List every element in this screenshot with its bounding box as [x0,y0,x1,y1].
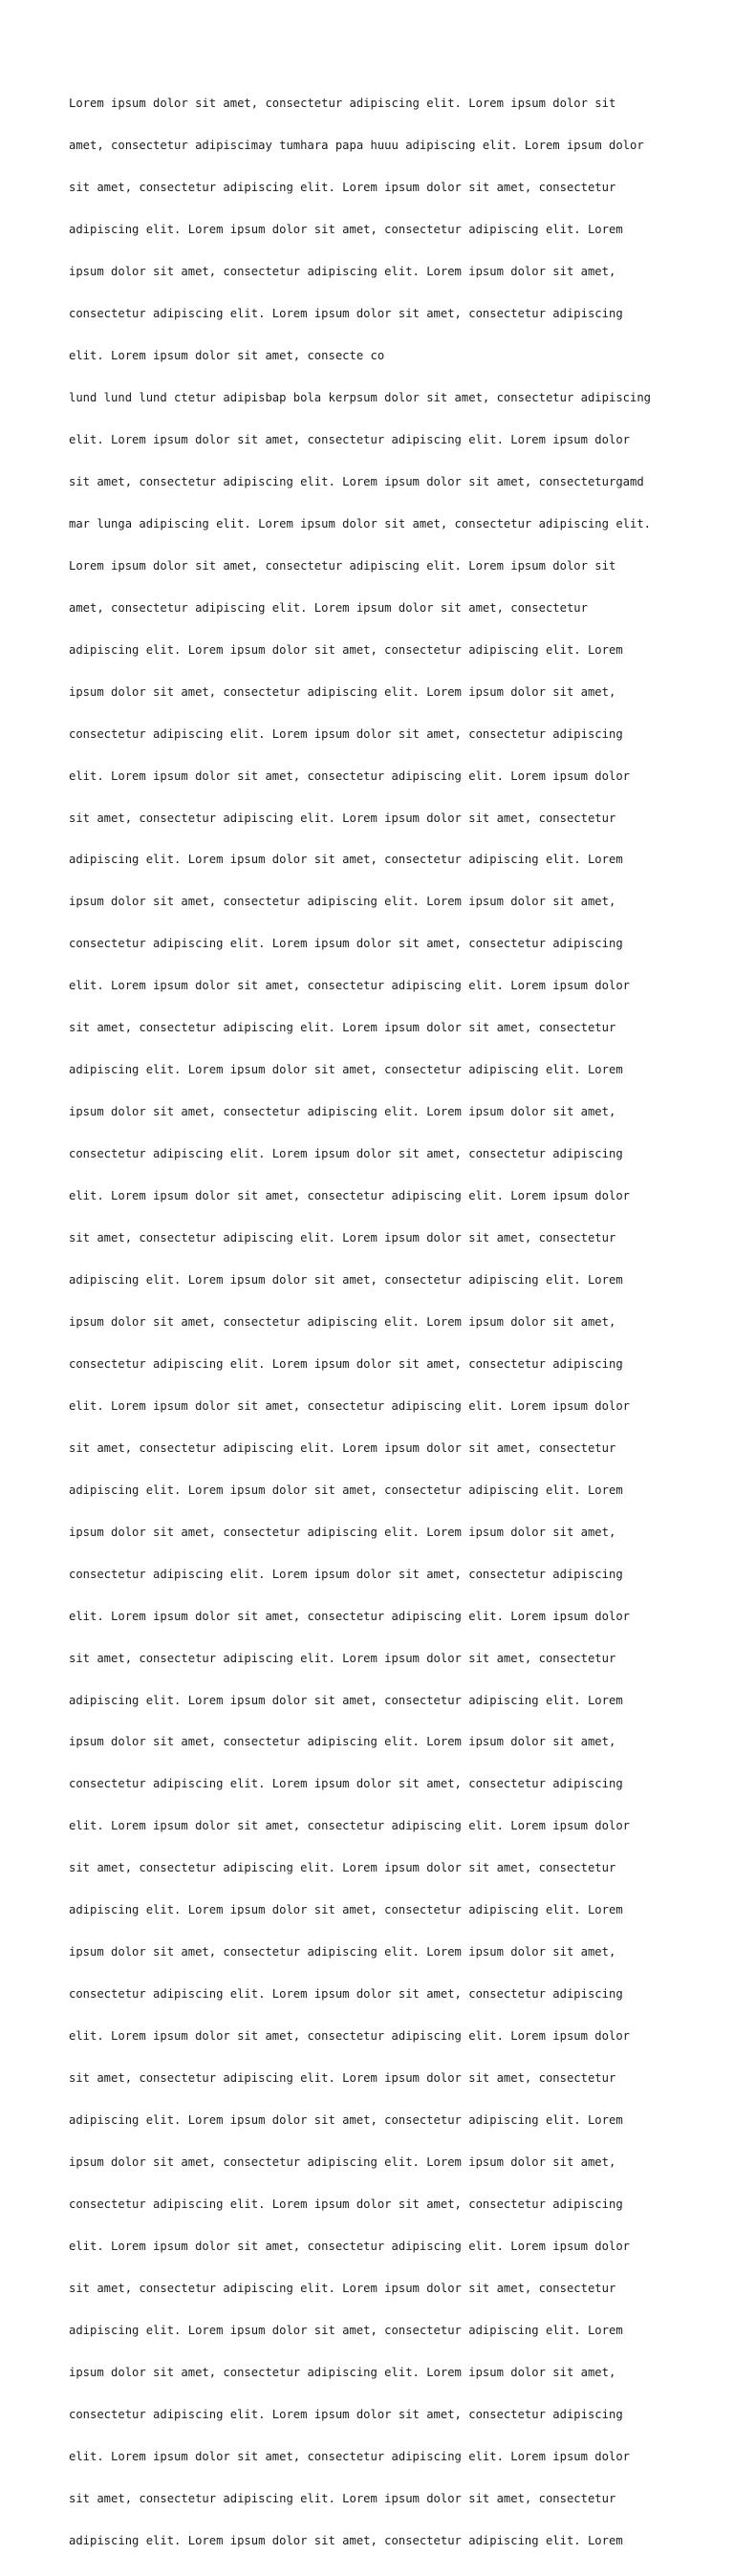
text-line: sit amet, consectetur adipiscing elit. Lorem ipsum dolor sit amet, consecteturgamd [69,474,644,488]
text-line: ipsum dolor sit amet, consectetur adipiscing elit. Lorem ipsum dolor sit amet, [69,1314,616,1329]
text-line: ipsum dolor sit amet, consectetur adipiscing elit. Lorem ipsum dolor sit amet, [69,2365,616,2379]
text-line: adipiscing elit. Lorem ipsum dolor sit amet, consectetur adipiscing elit. Lorem [69,1483,623,1497]
text-line: sit amet, consectetur adipiscing elit. Lorem ipsum dolor sit amet, consectetur [69,1231,616,1245]
text-line: amet, consectetur adipiscimay tumhara papa huuu adipiscing elit. Lorem ipsum dolor [69,139,644,153]
text-line: adipiscing elit. Lorem ipsum dolor sit amet, consectetur adipiscing elit. Lorem [69,1063,623,1077]
text-line: consectetur adipiscing elit. Lorem ipsum dolor sit amet, consectetur adipiscing [69,1567,623,1581]
text-line: sit amet, consectetur adipiscing elit. Lorem ipsum dolor sit amet, consectetur [69,181,616,195]
text-line: consectetur adipiscing elit. Lorem ipsum dolor sit amet, consectetur adipiscing [69,307,623,321]
text-line: sit amet, consectetur adipiscing elit. Lorem ipsum dolor sit amet, consectetur [69,1651,616,1665]
text-line: consectetur adipiscing elit. Lorem ipsum dolor sit amet, consectetur adipiscing [69,1987,623,2002]
text-line: ipsum dolor sit amet, consectetur adipiscing elit. Lorem ipsum dolor sit amet, [69,684,616,699]
text-line: sit amet, consectetur adipiscing elit. Lorem ipsum dolor sit amet, consectetur [69,1440,616,1455]
text-line: ipsum dolor sit amet, consectetur adipiscing elit. Lorem ipsum dolor sit amet, [69,265,616,279]
text-line: adipiscing elit. Lorem ipsum dolor sit amet, consectetur adipiscing elit. Lorem [69,642,623,657]
text-line: elit. Lorem ipsum dolor sit amet, consectetur adipiscing elit. Lorem ipsum dolor [69,1398,630,1413]
text-line: sit amet, consectetur adipiscing elit. Lorem ipsum dolor sit amet, consectetur [69,2491,616,2505]
text-line: Lorem ipsum dolor sit amet, consectetur adipiscing elit. Lorem ipsum dolor sit [69,558,616,573]
text-line: consectetur adipiscing elit. Lorem ipsum dolor sit amet, consectetur adipiscing [69,1356,623,1371]
text-line: ipsum dolor sit amet, consectetur adipiscing elit. Lorem ipsum dolor sit amet, [69,1105,616,1119]
text-line: adipiscing elit. Lorem ipsum dolor sit amet, consectetur adipiscing elit. Lorem [69,223,623,237]
text-line: adipiscing elit. Lorem ipsum dolor sit amet, consectetur adipiscing elit. Lorem [69,2323,623,2337]
text-line: consectetur adipiscing elit. Lorem ipsum dolor sit amet, consectetur adipiscing [69,2197,623,2211]
text-line: amet, consectetur adipiscing elit. Lorem ipsum dolor sit amet, consectetur [69,600,588,615]
text-line: ipsum dolor sit amet, consectetur adipiscing elit. Lorem ipsum dolor sit amet, [69,1945,616,1959]
text-line: ipsum dolor sit amet, consectetur adipiscing elit. Lorem ipsum dolor sit amet, [69,2155,616,2170]
text-line: adipiscing elit. Lorem ipsum dolor sit amet, consectetur adipiscing elit. Lorem [69,2113,623,2128]
text-line: sit amet, consectetur adipiscing elit. Lorem ipsum dolor sit amet, consectetur [69,2281,616,2295]
text-line: ipsum dolor sit amet, consectetur adipiscing elit. Lorem ipsum dolor sit amet, [69,895,616,909]
text-line: sit amet, consectetur adipiscing elit. Lorem ipsum dolor sit amet, consectetur [69,1861,616,1875]
text-line: sit amet, consectetur adipiscing elit. Lorem ipsum dolor sit amet, consectetur [69,811,616,825]
text-line: elit. Lorem ipsum dolor sit amet, consectetur adipiscing elit. Lorem ipsum dolor [69,1609,630,1623]
text-line: elit. Lorem ipsum dolor sit amet, consectetur adipiscing elit. Lorem ipsum dolor [69,2449,630,2463]
text-line: elit. Lorem ipsum dolor sit amet, consecte co [69,349,385,363]
text-line: elit. Lorem ipsum dolor sit amet, consectetur adipiscing elit. Lorem ipsum dolor [69,979,630,993]
text-line: elit. Lorem ipsum dolor sit amet, consectetur adipiscing elit. Lorem ipsum dolor [69,2239,630,2253]
body-text [69,69,680,2576]
text-line: elit. Lorem ipsum dolor sit amet, consectetur adipiscing elit. Lorem ipsum dolor [69,1819,630,1833]
text-line: consectetur adipiscing elit. Lorem ipsum dolor sit amet, consectetur adipiscing [69,1777,623,1791]
text-line: elit. Lorem ipsum dolor sit amet, consectetur adipiscing elit. Lorem ipsum dolor [69,2029,630,2044]
text-line: consectetur adipiscing elit. Lorem ipsum dolor sit amet, consectetur adipiscing [69,726,623,741]
text-line: adipiscing elit. Lorem ipsum dolor sit amet, consectetur adipiscing elit. Lorem [69,1903,623,1917]
text-line: ipsum dolor sit amet, consectetur adipiscing elit. Lorem ipsum dolor sit amet, [69,1525,616,1539]
text-line: mar lunga adipiscing elit. Lorem ipsum dolor sit amet, consectetur adipiscing elit. [69,516,652,530]
text-line: consectetur adipiscing elit. Lorem ipsum dolor sit amet, consectetur adipiscing [69,937,623,951]
text-line: elit. Lorem ipsum dolor sit amet, consectetur adipiscing elit. Lorem ipsum dolor [69,1189,630,1203]
text-line: consectetur adipiscing elit. Lorem ipsum dolor sit amet, consectetur adipiscing [69,1147,623,1161]
text-line: lund lund lund ctetur adipisbap bola kerpsum dolor sit amet, consectetur adipiscing [69,390,652,404]
text-line: adipiscing elit. Lorem ipsum dolor sit amet, consectetur adipiscing elit. Lorem [69,2533,623,2547]
text-line: sit amet, consectetur adipiscing elit. Lorem ipsum dolor sit amet, consectetur [69,2071,616,2086]
text-line: adipiscing elit. Lorem ipsum dolor sit amet, consectetur adipiscing elit. Lorem [69,1273,623,1287]
text-line: consectetur adipiscing elit. Lorem ipsum dolor sit amet, consectetur adipiscing [69,2407,623,2421]
text-line: Lorem ipsum dolor sit amet, consectetur adipiscing elit. Lorem ipsum dolor sit [69,97,616,111]
text-line: elit. Lorem ipsum dolor sit amet, consectetur adipiscing elit. Lorem ipsum dolor [69,768,630,783]
text-line: adipiscing elit. Lorem ipsum dolor sit amet, consectetur adipiscing elit. Lorem [69,1693,623,1707]
text-line: sit amet, consectetur adipiscing elit. Lorem ipsum dolor sit amet, consectetur [69,1021,616,1035]
text-line: adipiscing elit. Lorem ipsum dolor sit amet, consectetur adipiscing elit. Lorem [69,853,623,867]
text-line: elit. Lorem ipsum dolor sit amet, consectetur adipiscing elit. Lorem ipsum dolor [69,432,630,446]
text-line: ipsum dolor sit amet, consectetur adipiscing elit. Lorem ipsum dolor sit amet, [69,1735,616,1749]
